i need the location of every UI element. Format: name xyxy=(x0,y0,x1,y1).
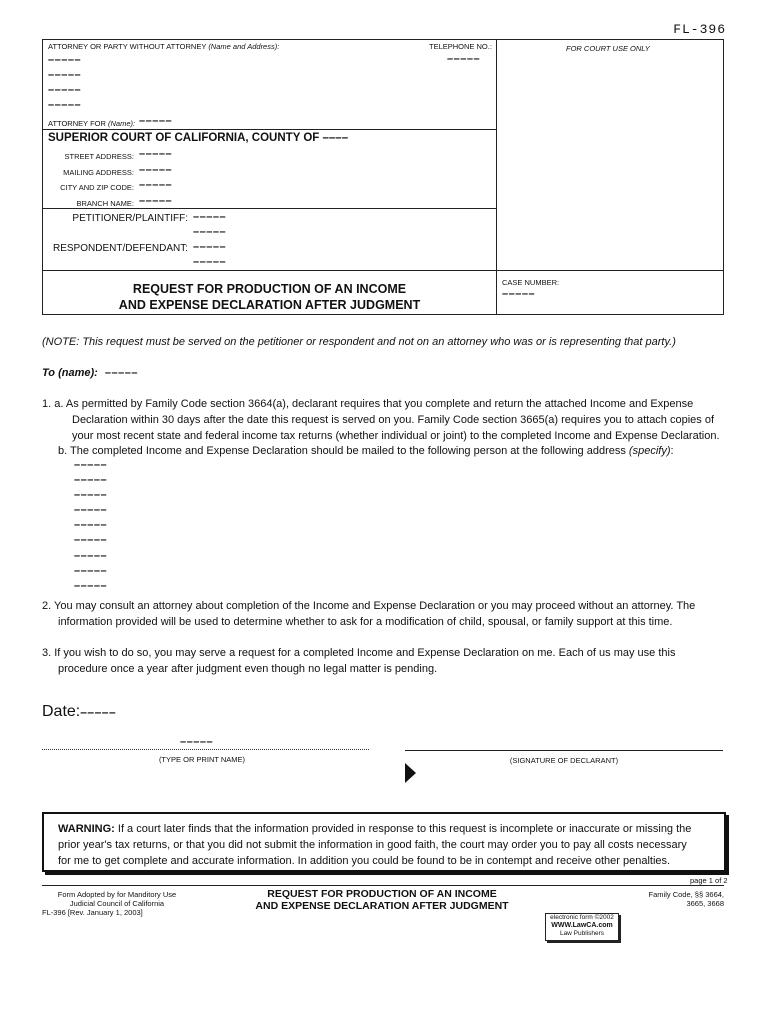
city-value[interactable]: ––––– xyxy=(139,179,173,191)
address-line[interactable]: ––––– xyxy=(74,534,108,546)
respondent-value[interactable]: ––––– xyxy=(193,256,227,268)
street-label: STREET ADDRESS: xyxy=(64,152,134,161)
date-row xyxy=(42,703,116,721)
form-id: FL-396 xyxy=(673,22,726,37)
attorney-line[interactable]: ––––– xyxy=(48,54,82,66)
item-1a-line: Declaration within 30 days after the date this request is served on you. Family Code section 3665(a) requires you to attach copies of xyxy=(72,414,715,426)
to-name-value[interactable]: ––––– xyxy=(104,367,138,379)
item-1a-line: 1. a. As permitted by Family Code section 3664(a), declarant requires that you complete and return the attached Income and Expense xyxy=(42,398,694,410)
arrow-icon xyxy=(405,763,416,783)
court-title: SUPERIOR COURT OF CALIFORNIA, COUNTY OF –––– xyxy=(48,132,349,144)
date-value[interactable]: ––––– xyxy=(80,705,117,719)
item-1b: b. The completed Income and Expense Declaration should be mailed to the following person at the following address (specify): xyxy=(58,445,674,457)
warning-box xyxy=(42,812,726,872)
court-use-label: FOR COURT USE ONLY xyxy=(566,44,650,53)
warning-label: WARNING: xyxy=(58,823,115,835)
footer-title: REQUEST FOR PRODUCTION OF AN INCOME AND EXPENSE DECLARATION AFTER JUDGMENT xyxy=(255,888,509,912)
telephone-label: TELEPHONE NO.: xyxy=(429,42,492,51)
footer-code: Family Code, §§ 3664, 3665, 3668 xyxy=(648,890,724,908)
divider-title xyxy=(42,270,724,271)
form-title-line2: AND EXPENSE DECLARATION AFTER JUDGMENT xyxy=(118,298,421,312)
date-label: Date: xyxy=(42,703,81,720)
form-title-line1: REQUEST FOR PRODUCTION OF AN INCOME xyxy=(132,282,407,296)
address-line[interactable]: ––––– xyxy=(74,489,108,501)
type-name-label: (TYPE OR PRINT NAME) xyxy=(158,755,246,764)
case-number-label: CASE NUMBER: xyxy=(502,278,560,287)
mailing-label: MAILING ADDRESS: xyxy=(63,168,134,177)
note-text: (NOTE: This request must be served on the petitioner or respondent and not on an attorney who was or is representing that party.) xyxy=(42,336,676,348)
signature-label: (SIGNATURE OF DECLARANT) xyxy=(509,756,619,765)
print-name-line xyxy=(42,749,369,750)
page-number: page 1 of 2 xyxy=(690,876,728,885)
petitioner-label: PETITIONER/PLAINTIFF: xyxy=(72,213,188,224)
attorney-line[interactable]: ––––– xyxy=(48,99,82,111)
to-name-row xyxy=(42,365,138,381)
address-line[interactable]: ––––– xyxy=(74,565,108,577)
attorney-for-label: ATTORNEY FOR (Name): xyxy=(48,119,136,128)
to-name-label: To (name): xyxy=(42,367,98,379)
item-3 xyxy=(42,645,732,677)
address-line[interactable]: ––––– xyxy=(74,580,108,592)
attorney-line[interactable]: ––––– xyxy=(48,69,82,81)
warning-text: WARNING: If a court later finds that the information provided in response to this request is incomplete or inaccurate or missing the prior year's tax returns, or that you did not submit the information in good faith, the court may order you to pay all costs necessary for me to get complete and accurate information. In addition you could be found to be in contempt and receive other penalties. xyxy=(58,823,692,867)
divider-attorney xyxy=(42,129,497,130)
branch-value[interactable]: ––––– xyxy=(139,195,173,207)
item-1a-line: your most recent state and federal income tax returns (whether individual or joint) to the completed Income and Expense Declaration. xyxy=(72,430,720,442)
attorney-label: ATTORNEY OR PARTY WITHOUT ATTORNEY (Name and Address): xyxy=(48,42,280,51)
address-line[interactable]: ––––– xyxy=(74,504,108,516)
city-label: CITY AND ZIP CODE: xyxy=(60,183,134,192)
signature-line[interactable] xyxy=(405,750,723,751)
print-name-value[interactable]: ––––– xyxy=(180,736,214,748)
form-title xyxy=(42,281,497,313)
address-line[interactable]: ––––– xyxy=(74,550,108,562)
item-3-line: 3. If you wish to do so, you may serve a request for a completed Income and Expense Declaration on me. Each of us may use this xyxy=(42,647,676,659)
petitioner-value[interactable]: ––––– xyxy=(193,226,227,238)
footer-rule xyxy=(42,885,724,886)
attorney-line[interactable]: ––––– xyxy=(48,84,82,96)
address-line[interactable]: ––––– xyxy=(74,519,108,531)
respondent-label: RESPONDENT/DEFENDANT: xyxy=(52,243,188,254)
street-value[interactable]: ––––– xyxy=(139,148,173,160)
address-line[interactable]: ––––– xyxy=(74,459,108,471)
branch-label: BRANCH NAME: xyxy=(76,199,134,208)
item-1a xyxy=(42,396,732,444)
footer-adopted: Form Adopted by for Manditory Use Judicial Council of California FL-396 [Rev. January 1, 2003] xyxy=(42,890,177,917)
respondent-value[interactable]: ––––– xyxy=(193,241,227,253)
case-number-value[interactable]: ––––– xyxy=(502,288,536,300)
item-2 xyxy=(42,598,732,630)
telephone-value[interactable]: ––––– xyxy=(447,53,481,65)
caption-box xyxy=(42,39,724,315)
mailing-value[interactable]: ––––– xyxy=(139,164,173,176)
item-2-line: information provided will be used to determine whether to ask for a modification of child, spousal, or family support at this time. xyxy=(58,616,673,628)
item-3-line: procedure once a year after judgment even though no legal matter is pending. xyxy=(58,663,438,675)
publisher-stamp: electronic form ©2002 WWW.LawCA.com Law Publishers xyxy=(545,913,619,941)
divider-court xyxy=(42,208,497,209)
petitioner-value[interactable]: ––––– xyxy=(193,211,227,223)
address-line[interactable]: ––––– xyxy=(74,474,108,486)
attorney-for-value[interactable]: ––––– xyxy=(139,115,173,127)
caption-divider-vertical xyxy=(496,39,497,315)
item-2-line: 2. You may consult an attorney about completion of the Income and Expense Declaration or you may proceed without an attorney. The xyxy=(42,600,696,612)
